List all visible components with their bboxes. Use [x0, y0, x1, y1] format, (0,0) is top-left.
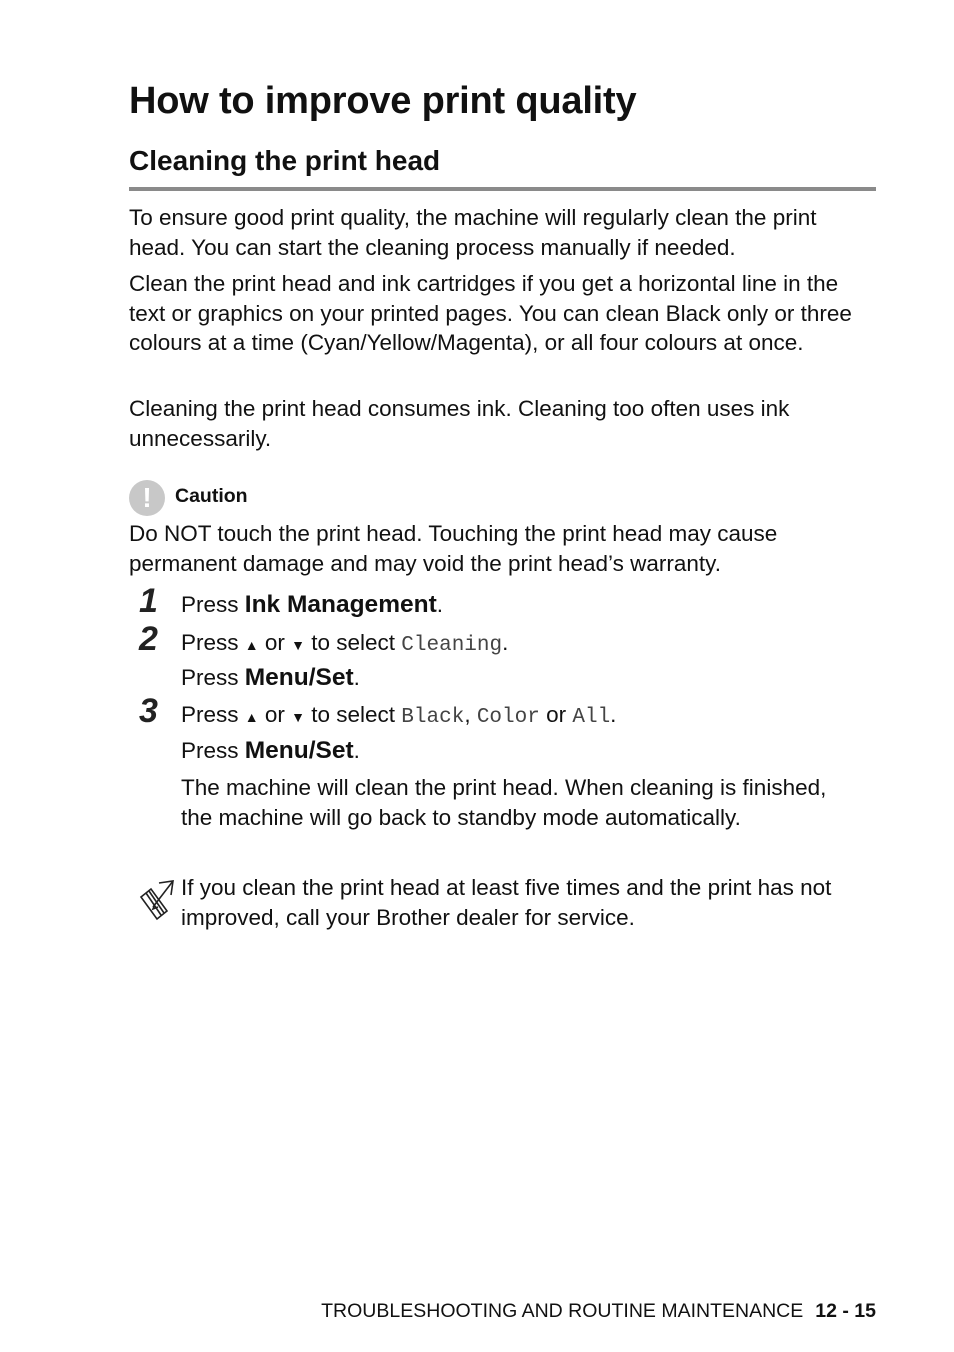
page-footer — [321, 1300, 876, 1323]
ink-usage-paragraph: Cleaning the print head consumes ink. Cleaning too often uses ink unnecessarily. — [129, 396, 790, 451]
option-color: Color — [476, 706, 540, 729]
step-3-result: The machine will clean the print head. When cleaning is finished, the machine will go back to standby mode automatically. — [181, 775, 827, 830]
page-title: How to improve print quality — [129, 80, 637, 122]
note-pencil-icon — [137, 879, 177, 923]
option-cleaning: Cleaning — [401, 634, 503, 657]
footer-chapter: TROUBLESHOOTING AND ROUTINE MAINTENANCE — [321, 1300, 804, 1322]
step-number-2: 2 — [139, 620, 158, 658]
option-black: Black — [401, 706, 465, 729]
up-arrow-icon: ▲ — [244, 637, 259, 653]
footer-page-number: 12 - 15 — [815, 1300, 876, 1322]
option-all: All — [572, 706, 611, 729]
step-2-press-menu-set: Press Menu/Set. — [181, 664, 360, 691]
step-number-1: 1 — [139, 582, 158, 620]
step-1-line: Press Ink Management. — [181, 591, 443, 618]
section-title: Cleaning the print head — [129, 145, 441, 176]
intro-paragraph: To ensure good print quality, the machine will regularly clean the print head. You can start the cleaning process manually if needed. — [129, 205, 817, 260]
up-arrow-icon: ▲ — [244, 709, 259, 725]
note-text: If you clean the print head at least five times and the print has not improved, call your Brother dealer for service. — [181, 875, 832, 930]
section-divider — [129, 187, 876, 191]
down-arrow-icon: ▼ — [291, 637, 305, 653]
key-menu-set: Menu/Set — [244, 664, 354, 691]
key-menu-set: Menu/Set — [244, 737, 354, 764]
caution-text: Do NOT touch the print head. Touching the print head may cause permanent damage and may void the print head’s warranty. — [129, 521, 778, 576]
exclamation-icon: ! — [129, 480, 165, 516]
step-number-3: 3 — [139, 692, 158, 730]
step-2-line: Press ▲ or ▼ to select Cleaning. — [181, 630, 509, 657]
key-ink-management: Ink Management — [244, 591, 437, 618]
step-3-press-menu-set: Press Menu/Set. — [181, 737, 360, 764]
down-arrow-icon: ▼ — [291, 709, 305, 725]
cleaning-paragraph: Clean the print head and ink cartridges if you get a horizontal line in the text or graphics on your printed pages. You can clean Black only or three colours at a time (Cyan/Yellow/Magenta), or all four colours at once. — [129, 271, 852, 355]
step-3-line: Press ▲ or ▼ to select Black, Color or All. — [181, 702, 617, 729]
caution-label: Caution — [175, 485, 248, 507]
